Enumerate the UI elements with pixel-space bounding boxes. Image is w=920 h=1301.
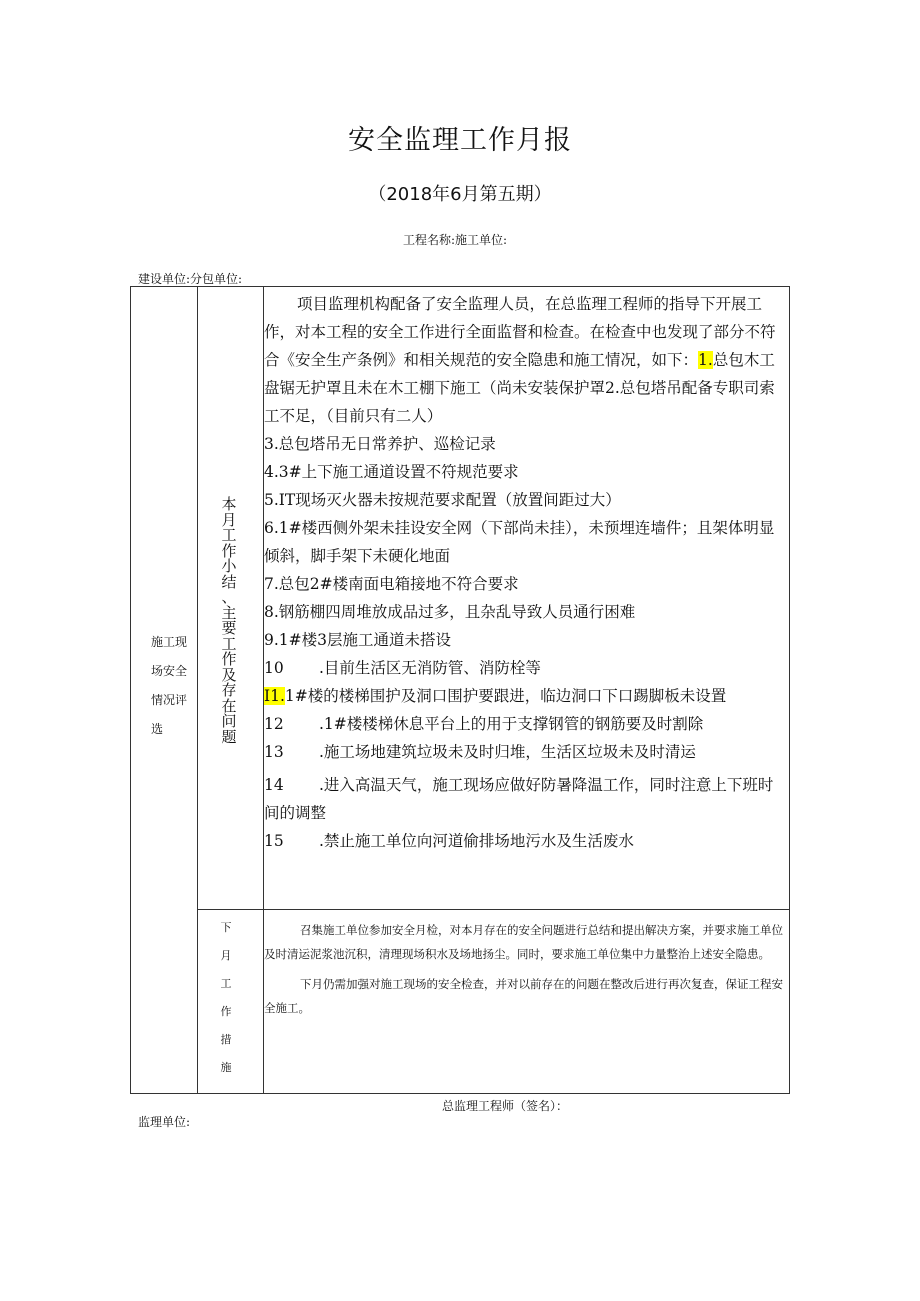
issue-item: 7.总包2#楼南面电箱接地不符合要求 xyxy=(264,575,519,593)
plan-title-char: 下 xyxy=(220,921,232,934)
summary-content xyxy=(264,290,786,855)
issue-item xyxy=(264,827,786,855)
report-issue: （2018年6月第五期） xyxy=(368,184,552,205)
summary-title-char: 工 xyxy=(221,634,237,653)
summary-title-char: 及 xyxy=(221,665,237,684)
item-text: 1#楼的楼梯围护及洞口围护要跟进，临边洞口下口踢脚板未设置 xyxy=(284,687,727,705)
summary-title-char: 作 xyxy=(221,541,237,560)
summary-title-char: 结 xyxy=(221,572,237,591)
plan-content xyxy=(264,918,786,1020)
issue-item xyxy=(264,682,786,710)
category-cell xyxy=(130,628,197,744)
summary-title-char: 、 xyxy=(221,588,237,606)
intro-text: 总包木工盘锯无护罩且未在木工棚下施工（尚未安装保护罩2.总包塔吊配备专职司索工不足，（目前只有二人） xyxy=(264,351,775,425)
summary-title-char: 作 xyxy=(221,650,237,668)
summary-title-char: 存 xyxy=(221,681,237,699)
issue-item: 8.钢筋棚四周堆放成品过多，且杂乱导致人员通行困难 xyxy=(264,603,636,621)
summary-title xyxy=(214,497,244,745)
summary-title-char: 本 xyxy=(221,495,237,513)
item-text: .施工场地建筑垃圾未及时归堆，生活区垃圾未及时清运 xyxy=(319,743,696,761)
highlight-mark: 1. xyxy=(698,351,713,369)
item-text: .目前生活区无消防管、消防栓等 xyxy=(319,659,541,677)
plan-title-char: 措 xyxy=(220,1033,232,1046)
chief-engineer-signature: 总监理工程师（签名）： xyxy=(442,1099,569,1113)
category-line: 情况评 xyxy=(151,693,188,707)
summary-title-char: 工 xyxy=(221,526,237,544)
item-number: 14 xyxy=(264,776,284,794)
item-text: .禁止施工单位向河道偷排场地污水及生活废水 xyxy=(319,832,634,850)
summary-title-char: 小 xyxy=(221,557,237,575)
item-number: 10 xyxy=(264,659,284,677)
builder-line: 建设单位:分包单位: xyxy=(138,272,243,286)
item-number: 13 xyxy=(264,743,284,761)
summary-title-char: 题 xyxy=(221,727,237,746)
plan-paragraph: 下月仍需加强对施工现场的安全检查，并对以前存在的问题在整改后进行再次复查，保证工程安全施工。 xyxy=(264,977,783,1015)
plan-title xyxy=(214,914,238,1082)
item-text: .1#楼楼梯休息平台上的用于支撑钢管的钢筋要及时割除 xyxy=(319,715,704,733)
plan-title-char: 施 xyxy=(220,1061,232,1074)
plan-title-char: 工 xyxy=(220,977,232,990)
issue-item xyxy=(264,771,786,827)
issue-item: 4.3#上下施工通道设置不符规范要求 xyxy=(264,463,519,481)
supervisor-unit-line: 监理单位: xyxy=(138,1115,191,1129)
issue-item: 3.总包塔吊无日常养护、巡检记录 xyxy=(264,435,496,453)
issue-item: 5.IT现场灭火器未按规范要求配置（放置间距过大） xyxy=(264,491,621,509)
summary-title-char: 问 xyxy=(221,712,237,730)
item-text: .进入高温天气，施工现场应做好防暑降温工作，同时注意上下班时间的调整 xyxy=(264,776,774,822)
highlight-mark: I1. xyxy=(264,687,285,705)
issue-item xyxy=(264,654,786,682)
issue-item xyxy=(264,738,786,766)
plan-title-char: 月 xyxy=(220,949,232,962)
summary-title-char: 主 xyxy=(221,603,237,622)
category-line: 施工现 xyxy=(151,635,188,649)
category-line: 场安全 xyxy=(151,664,188,678)
report-title: 安全监理工作月报 xyxy=(348,125,572,156)
summary-title-char: 月 xyxy=(221,510,237,529)
plan-paragraph: 召集施工单位参加安全月检，对本月存在的安全问题进行总结和提出解决方案，并要求施工单位及时清运泥浆池沉积，清理现场积水及场地扬尘。同时，要求施工单位集中力量整治上述安全隐患。 xyxy=(264,923,783,961)
intro-text: 项目监理机构配备了安全监理人员，在总监理工程师的指导下开展工作，对本工程的安全工作进行全面监督和检查。在检查中也发现了部分不符合《安全生产条例》和相关规范的安全隐患和施工情况，如下： xyxy=(264,295,776,369)
issue-item xyxy=(264,710,786,738)
issue-item: 9.1#楼3层施工通道未搭设 xyxy=(264,631,451,649)
category-line: 选 xyxy=(151,722,164,736)
summary-title-char: 在 xyxy=(221,696,237,715)
summary-intro xyxy=(264,290,786,430)
project-name-line: 工程名称:施工单位: xyxy=(403,233,508,247)
item-number: 15 xyxy=(264,832,284,850)
issue-item: 6.1#楼西侧外架未挂设安全网（下部尚未挂），未预埋连墙件；且架体明显倾斜，脚手架下未硬化地面 xyxy=(264,519,775,565)
item-number: 12 xyxy=(264,715,284,733)
summary-title-char: 要 xyxy=(221,619,237,637)
plan-title-char: 作 xyxy=(220,1005,232,1018)
